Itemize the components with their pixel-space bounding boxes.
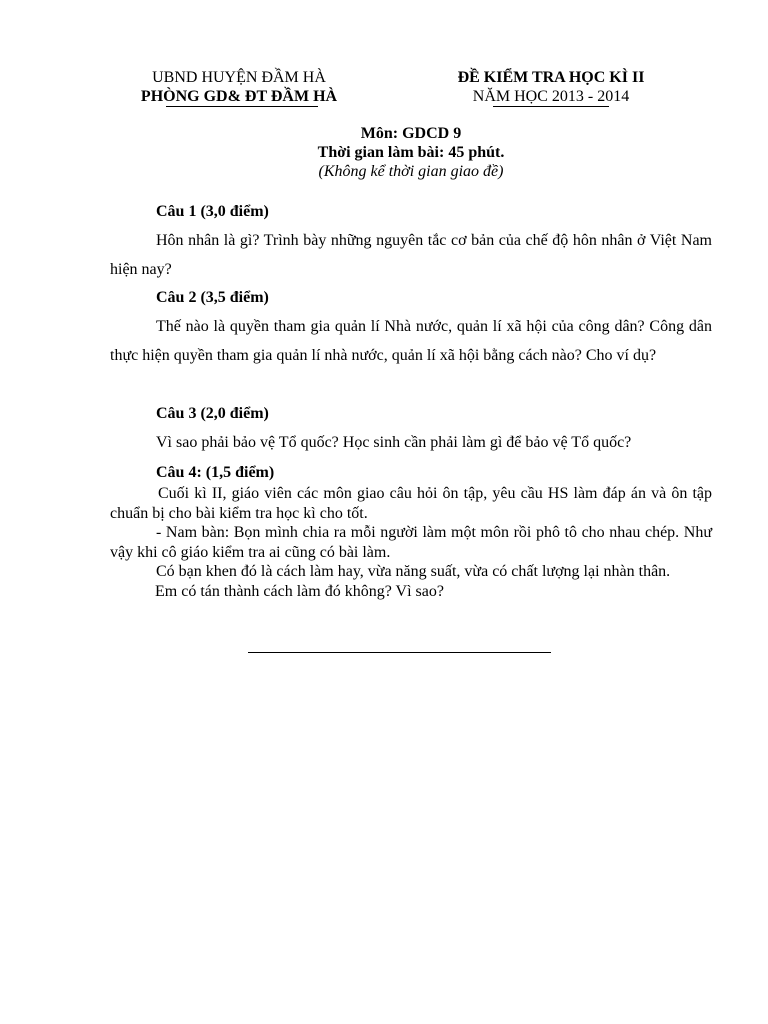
question-1 [110, 202, 712, 284]
question-4 [110, 463, 712, 601]
issuer-block [110, 68, 368, 106]
issuer-underline [166, 106, 318, 107]
question-4-paragraph-4: Em có tán thành cách làm đó không? Vì sao? [155, 582, 444, 600]
education-office: PHÒNG GD& ĐT ĐẦM HÀ [140, 88, 338, 105]
exam-title: ĐỀ KIỂM TRA HỌC KÌ II [457, 69, 645, 86]
subject-title: Môn: GDCD 9 [360, 125, 462, 142]
question-1-heading: Câu 1 (3,0 điểm) [156, 203, 269, 220]
question-3-heading: Câu 3 (2,0 điểm) [156, 405, 269, 422]
title-block [110, 124, 712, 181]
question-2-heading: Câu 2 (3,5 điểm) [156, 289, 269, 306]
duration-note: (Không kể thời gian giao đề) [318, 163, 504, 180]
question-4-paragraph-2: - Nam bàn: Bọn mình chia ra mỗi người làm một môn rồi phô tô cho nhau chép. Như vậy khi cô giáo kiểm tra ai cũng có bài làm. [110, 524, 712, 561]
question-3 [110, 404, 712, 457]
exam-info-underline [493, 106, 609, 107]
exam-info-block [418, 68, 684, 106]
question-2-body: Thế nào là quyền tham gia quản lí Nhà nước, quản lí xã hội của công dân? Công dân thực hiện quyền tham gia quản lí nhà nước, quản lí xã hội bằng cách nào? Cho ví dụ? [110, 318, 712, 364]
question-4-paragraph-1: Cuối kì II, giáo viên các môn giao câu hỏi ôn tập, yêu cầu HS làm đáp án và ôn tập chuẩn bị cho bài kiểm tra học kì cho tốt. [110, 485, 712, 522]
question-4-paragraph-3: Có bạn khen đó là cách làm hay, vừa năng suất, vừa có chất lượng lại nhàn thân. [156, 563, 671, 580]
end-divider [248, 652, 551, 653]
school-year: NĂM HỌC 2013 - 2014 [472, 88, 630, 105]
question-4-heading: Câu 4: (1,5 điểm) [156, 464, 275, 481]
question-3-body: Vì sao phải bảo vệ Tổ quốc? Học sinh cần phải làm gì để bảo vệ Tổ quốc? [156, 434, 632, 451]
question-2 [110, 288, 712, 370]
district-committee: UBND HUYỆN ĐẦM HÀ [152, 69, 326, 86]
duration-title: Thời gian làm bài: 45 phút. [317, 144, 505, 161]
question-1-body: Hôn nhân là gì? Trình bày những nguyên tắc cơ bản của chế độ hôn nhân ở Việt Nam hiện nay? [110, 232, 712, 278]
